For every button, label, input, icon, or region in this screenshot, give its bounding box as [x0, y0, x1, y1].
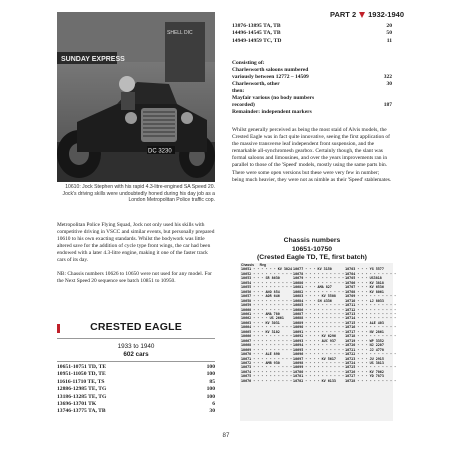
production-row: [57, 386, 215, 393]
production-range: 13876-13895 TA, TB: [232, 23, 281, 29]
chassis-entry: 10723 - - - JU 2915: [345, 356, 384, 361]
production-table-right: [232, 23, 392, 45]
section-years: [57, 343, 215, 359]
chassis-entry: 10725 - - - - - - - - - -: [345, 365, 397, 370]
chassis-entry: 10663 - - - KV 3031: [241, 320, 280, 325]
chassis-entry: 10714 - - - - - - - - - -: [345, 316, 397, 321]
chassis-entry: 10658 - - - - - - - - - -: [241, 298, 293, 303]
chassis-entry: 10698 - - - - - - - - - -: [293, 360, 345, 365]
production-range: 13186-13285 TE, TG: [57, 393, 107, 400]
chassis-entry: 10665 - - - KV 3102: [241, 329, 280, 334]
chassis-entry: 10685 - - - - - - - - - -: [293, 303, 345, 308]
consisting-value: 30: [386, 81, 392, 88]
production-range: 10651-10751 TD, TE: [57, 364, 107, 370]
chassis-entry: 10691 - - - - - - - - - -: [293, 329, 345, 334]
part-header: [330, 10, 404, 19]
chassis-entry: 10688 - - - - - - - - - -: [293, 316, 345, 321]
production-row: [57, 401, 215, 408]
production-count: 100: [206, 386, 215, 393]
chassis-entry: 10653 - - - SR 8630: [241, 276, 280, 281]
chassis-entry: 10700 - - - - - - - - - -: [293, 369, 345, 374]
chassis-entry: 10719 - - - WP 3352: [345, 338, 384, 343]
chassis-entry: 10657 - - - AOR 646: [241, 294, 280, 299]
production-count: 100: [206, 393, 215, 400]
chassis-entry: 10661 - - - AMA 780: [241, 311, 280, 316]
consisting-list: [232, 60, 392, 116]
part-label: PART 2: [330, 10, 357, 19]
production-row: [57, 371, 215, 378]
chassis-entry: 10709 - - - - - - - - - -: [345, 294, 397, 299]
production-range: 14496-14545 TA, TB: [232, 30, 281, 37]
chassis-title: Chassis numbers: [283, 237, 341, 244]
chassis-entry: 10708 - - - KV 8061: [345, 289, 384, 294]
production-row: [232, 23, 392, 30]
chassis-entry: 10660 - - - - - - - - - -: [241, 307, 293, 312]
consisting-value: 187: [383, 102, 392, 109]
production-row: [57, 364, 215, 371]
chassis-entry: 10702 - - - - KV 6133: [293, 378, 336, 383]
consisting-value: 322: [383, 74, 392, 81]
chassis-entry: 10672 - - - AMB 930: [241, 360, 280, 365]
production-count: 50: [386, 30, 392, 37]
production-count: 11: [386, 37, 392, 44]
chassis-entry: 10671 - - - - - - - - - -: [241, 356, 293, 361]
chassis-entry: 10716 - - - - - - - - - -: [345, 325, 397, 330]
photo-sign-2: SHELL DIC: [167, 30, 193, 36]
car-count: 602 cars: [123, 351, 149, 358]
production-row: [57, 394, 215, 401]
consisting-label: Charlesworth, other: [232, 81, 280, 88]
chassis-entry: 10677 - - - KV 3150: [293, 267, 332, 272]
production-count: 85: [209, 378, 215, 385]
chassis-entry: 10674 - - - - - - - - - -: [241, 369, 293, 374]
left-note: NB: Chassis numbers 10626 to 10650 were not used for any model. For the Next Speed 20 sequence see batch 10851 to 10950.: [57, 270, 212, 284]
production-range: 13746-13775 TA, TB: [57, 408, 106, 415]
chassis-entry: 10679 - - - - - - - - - -: [293, 276, 345, 281]
consisting-row: [232, 81, 392, 88]
chassis-entry: 10717 - - - NV 2861: [345, 329, 384, 334]
production-count: 100: [206, 371, 215, 378]
chassis-heading: [232, 237, 392, 263]
chassis-column: [240, 263, 292, 421]
chassis-entry: 10705 - - - US3818: [345, 276, 382, 281]
chassis-entry: 10711 - - - - - - - - - -: [345, 303, 397, 308]
production-count: 100: [206, 364, 215, 370]
chassis-entry: 10689 - - - - - - - - - -: [293, 320, 345, 325]
chassis-entry: 10722 - - - - - - - - - -: [345, 352, 397, 357]
chassis-entry: 10664 - - - - - - - - - -: [241, 325, 293, 330]
consisting-row: [232, 60, 392, 67]
chassis-entry: 10726 - - - KV 7062: [345, 369, 384, 374]
chassis-entry: 10694 - - - - - - - - - -: [293, 343, 345, 348]
chassis-entry: 10676 - - - - - - - - - -: [241, 378, 293, 383]
left-body-text: [57, 222, 215, 285]
production-row: [232, 38, 392, 45]
production-range: 10951-11050 TD, TE: [57, 371, 106, 378]
chassis-entry: 10683 - - - - KV 5508: [293, 294, 336, 299]
chassis-entry: 10669 - - - - - - - - - -: [241, 347, 293, 352]
chassis-entry: 10682 - - - - - - - - - -: [293, 289, 345, 294]
right-body-text: [232, 127, 392, 184]
chassis-entry: 10706 - - - KV 3818: [345, 280, 384, 285]
chassis-entry: 10707 - - - KV 6536: [345, 285, 384, 290]
rule-top: [57, 338, 215, 339]
chassis-entry: 10656 - - - ANO 854: [241, 289, 280, 294]
photo-sign: SUNDAY EXPRESS: [61, 56, 125, 63]
chassis-entry: 10668 - - - - - - - - - -: [241, 343, 293, 348]
chassis-entry: 10720 - - - NJ 2207: [345, 343, 384, 348]
chassis-subtitle: (Crested Eagle TD, TE, first batch): [257, 254, 367, 261]
section-title: CRESTED EAGLE: [81, 321, 191, 333]
production-range: 11616-11710 TE, TS: [57, 378, 105, 385]
right-paragraph: Whilst generally perceived as being the most staid of Alvis models, the Crested Eagle was in fact quite innovative, seeing the first application of the massive transverse leaf independent front suspension, and the remarkable all-synchromesh gearbox. Certainly though, the slant was formal saloons and limousines, and over the years improvements ran in parallel to those of the 'Speed' models, mostly using the same parts bin. There were some open versions but these were very few in number; being much heavier, they were not as nimble as their 'Speed' stablemates.: [232, 127, 392, 183]
chassis-entry: 10692 - - - - KV 6296: [293, 334, 336, 339]
chassis-entry: 10655 - - - - - - - - - -: [241, 285, 293, 290]
chassis-entry: 10673 - - - - - - - - - -: [241, 365, 293, 370]
chassis-column: [344, 263, 396, 421]
chassis-entry: 10675 - - - - - - - - - -: [241, 374, 293, 379]
chassis-entry: 10686 - - - - - - - - - -: [293, 307, 345, 312]
chassis-entry: 10651 - - - - - - KV 3024: [241, 267, 293, 272]
reg-header-label: Reg: [259, 263, 267, 267]
chassis-header-label: Chassis: [241, 263, 255, 267]
chassis-entry: 10710 - - - LJ 8033: [345, 298, 384, 303]
chassis-entry: 10721 - - - JJ 4770: [345, 347, 384, 352]
consisting-label: then:: [232, 88, 245, 95]
chassis-entry: 10670 - - - ALE 890: [241, 352, 280, 357]
chassis-range: 10651-10750: [291, 245, 333, 253]
car-photo: [57, 12, 215, 182]
chassis-entry: 10724 - - - US 3813: [345, 360, 384, 365]
photo-caption: 10610: Jock Stephen with his rapid 4.3-litre-engined SA Speed 20. Jock's driving skills were undoubtedly honed during his day job as a London Metropolitan Police traffic cop.: [62, 184, 215, 204]
chassis-entry: 10712 - - - - - - - - - -: [345, 307, 397, 312]
consisting-row: [232, 67, 392, 74]
consisting-label: Consisting of:: [232, 60, 265, 66]
chassis-entry: 10684 - - - SH 4336: [293, 298, 332, 303]
chassis-entry: 10680 - - - - - - - - - -: [293, 280, 345, 285]
chassis-entry: 10728 - - - - - - - - - -: [345, 378, 397, 383]
part-years: 1932-1940: [368, 10, 404, 19]
production-row: [57, 379, 215, 386]
chassis-entry: 10687 - - - - - - - - - -: [293, 311, 345, 316]
chassis-grid: [240, 263, 397, 421]
production-row: [57, 408, 215, 415]
chassis-entry: 10713 - - - - - - - - - -: [345, 311, 397, 316]
production-count: 20: [386, 23, 392, 29]
consisting-label: Remainder: independent markers: [232, 109, 312, 116]
chassis-entry: 10659 - - - - - - - - - -: [241, 303, 293, 308]
consisting-row: [232, 102, 392, 109]
chassis-entry: 10693 - - - - AUC 937: [293, 338, 336, 343]
consisting-row: [232, 95, 392, 102]
rule-bottom: [57, 361, 215, 362]
triangle-icon: [359, 12, 365, 18]
chassis-entry: 10718 - - - - - - - - - -: [345, 334, 397, 339]
consisting-row: [232, 74, 392, 81]
production-row: [232, 30, 392, 37]
chassis-entry: 10681 - - - AMA 827: [293, 285, 332, 290]
consisting-row: [232, 109, 392, 116]
chassis-entry: 10667 - - - - - - - - - -: [241, 338, 293, 343]
chassis-entry: 10654 - - - - - - - - - -: [241, 280, 293, 285]
chassis-entry: 10697 - - - - KV 5617: [293, 356, 336, 361]
chassis-entry: 10704 - - - - - - - - - -: [345, 271, 397, 276]
consisting-label: Mayfair various (no body numbers: [232, 95, 315, 102]
production-range: 14949-14959 TC, TD: [232, 37, 282, 44]
chassis-entry: 10699 - - - - - - - - - -: [293, 365, 345, 370]
chassis-entry: 10703 - - - YG 5577: [345, 267, 384, 272]
left-paragraph: Metropolitan Police Flying Squad, Jock not only used his skills with competitive driving in VSCC and similar events, but personally prepared 10610 to his own exacting standards. Whilst the bodywork was little altered save for the addition of cycle type front wings, the car had been endowed with a later 4.3-litre engine, making it one of the faster track cars of its day.: [57, 222, 215, 264]
chassis-entry: 10678 - - - - - - - - - -: [293, 271, 345, 276]
production-range: 12886-12985 TE, TG: [57, 386, 107, 393]
chassis-entry: 10662 - - - - US 2661: [241, 316, 284, 321]
consisting-label: variously between 12772 – 14509: [232, 74, 309, 81]
photo-plate: DC 3230: [148, 148, 172, 155]
chassis-entry: 10666 - - - - - - - - - -: [241, 334, 293, 339]
chassis-entry: 10727 - - - YD 7873: [345, 374, 384, 379]
page-number: 87: [222, 432, 230, 439]
production-table-left: [57, 364, 215, 416]
chassis-entry: 10701 - - - - - - - - - -: [293, 374, 345, 379]
chassis-column: [292, 263, 344, 421]
car-photo-drawing: [57, 12, 215, 182]
chassis-entry: 10652 - - - - - - - - - -: [241, 271, 293, 276]
years-range: 1933 to 1940: [117, 343, 155, 350]
chassis-entry: 10695 - - - - - - - - - -: [293, 347, 345, 352]
production-range: 13696-13701 TK: [57, 401, 97, 408]
production-count: 30: [209, 408, 215, 415]
chassis-entry: 10690 - - - - - - - - - -: [293, 325, 345, 330]
consisting-label: Charlesworth saloons numbered: [232, 67, 309, 74]
consisting-label: recorded): [232, 102, 255, 109]
production-count: 6: [212, 401, 215, 408]
chassis-entry: 10715 - - - ALE 403: [345, 320, 384, 325]
chassis-entry: 10696 - - - - - - - - - -: [293, 352, 345, 357]
